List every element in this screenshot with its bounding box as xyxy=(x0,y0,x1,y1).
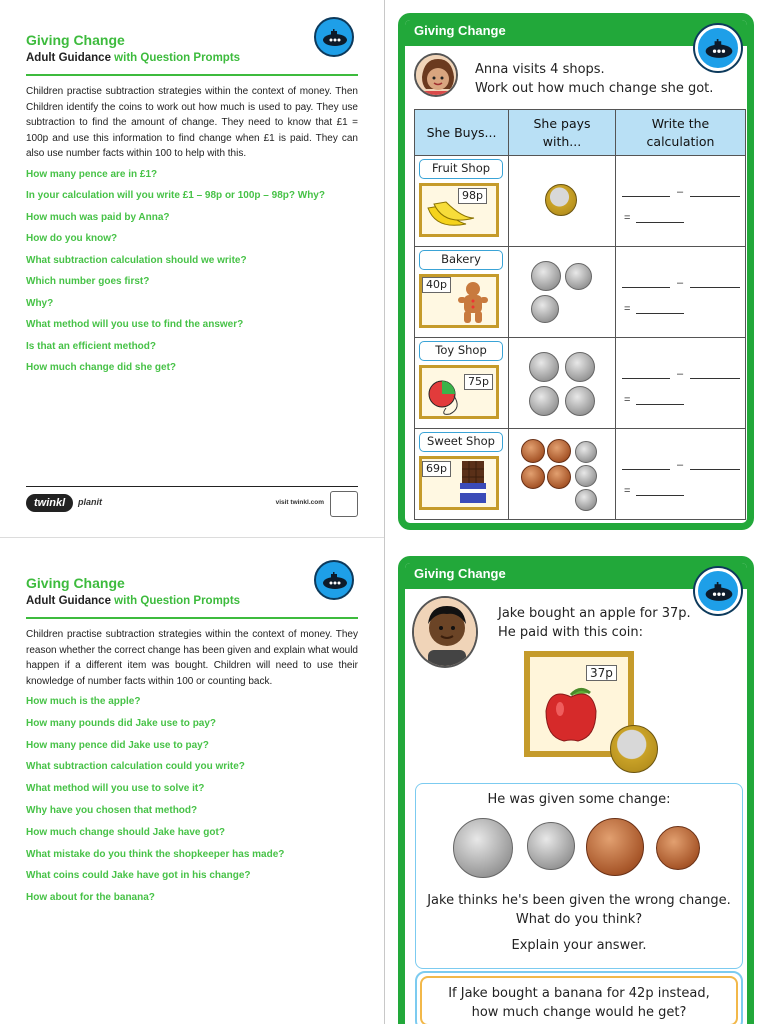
question-prompt: How about for the banana? xyxy=(26,892,155,904)
two-pence-coin-icon xyxy=(547,465,571,489)
intro-line-2: Work out how much change she got. xyxy=(475,81,714,96)
twinkl-logo: twinkl xyxy=(26,494,73,512)
apple-icon xyxy=(540,681,602,743)
question-prompt: How much was paid by Anna? xyxy=(26,211,170,223)
subtitle-adult: Adult Guidance xyxy=(26,52,111,64)
guidance-subtitle xyxy=(26,50,358,66)
ten-pence-coin-icon xyxy=(565,263,592,290)
banana-line-1: If Jake bought a banana for 42p instead, xyxy=(448,986,710,1001)
equals-sign: = xyxy=(624,485,631,497)
shop-label: Bakery xyxy=(419,250,503,270)
minus-sign: – xyxy=(677,368,684,380)
jake-avatar xyxy=(412,596,478,668)
quality-stamp-icon xyxy=(330,491,358,517)
anna-avatar xyxy=(414,53,458,97)
question-prompt: Is that an efficient method? xyxy=(26,340,157,352)
payment-cell xyxy=(509,156,616,247)
minus-sign: – xyxy=(677,277,684,289)
shop-label: Sweet Shop xyxy=(419,432,503,452)
question-prompt: What method will you use to solve it? xyxy=(26,783,205,795)
question-list xyxy=(26,695,358,905)
answer-blank[interactable] xyxy=(622,196,670,197)
answer-blank[interactable] xyxy=(636,404,684,405)
calc-cell[interactable] xyxy=(616,338,746,429)
answer-blank[interactable] xyxy=(636,222,684,223)
table-row xyxy=(415,247,746,338)
guidance-title: Giving Change xyxy=(26,575,125,591)
payment-cell xyxy=(509,247,616,338)
price-tag: 75p xyxy=(464,374,493,390)
change-text: He was given some change: xyxy=(487,792,671,807)
question-prompt: How many pence are in £1? xyxy=(26,168,158,180)
guidance-panel-1 xyxy=(26,31,358,383)
col-header-pays: She pays with... xyxy=(509,110,616,156)
question-prompt: How many pence did Jake use to pay? xyxy=(26,739,209,751)
intro-line-2: He paid with this coin: xyxy=(498,625,644,640)
change-box xyxy=(415,783,743,969)
subtitle-adult: Adult Guidance xyxy=(26,595,111,607)
payment-cell xyxy=(509,338,616,429)
calc-cell[interactable] xyxy=(616,247,746,338)
question-prompt: Which number goes first? xyxy=(26,276,150,287)
question-prompt: In your calculation will you write £1 – 98p or 100p – 98p? Why? xyxy=(26,190,325,201)
guidance-body: Children practise subtraction strategies within the context of money. Then Children identify the coins to work out how much is used to pay. They use subtraction to find the amount of change. They need to know that £1 = 100p and use this information to find change when £1 is paid. They can also use number facts within 100 to help with this. xyxy=(26,86,358,159)
shop-label: Fruit Shop xyxy=(419,159,503,179)
item-frame xyxy=(419,365,499,419)
subtitle-prompts: with Question Prompts xyxy=(110,52,241,64)
payment-cell xyxy=(509,429,616,520)
guidance-subtitle xyxy=(26,593,358,609)
fifty-pence-coin-icon xyxy=(565,386,595,416)
calc-cell[interactable] xyxy=(616,156,746,247)
two-pence-coin-icon xyxy=(586,818,644,876)
answer-blank[interactable] xyxy=(622,469,670,470)
visit-link[interactable]: visit twinkl.com xyxy=(275,499,324,506)
question-prompt: What coins could Jake have got in his change? xyxy=(26,870,251,882)
submarine-badge-icon xyxy=(314,560,354,600)
activity-card-2 xyxy=(398,556,754,1024)
question-list xyxy=(26,168,358,376)
item-frame xyxy=(419,274,499,328)
item-frame xyxy=(419,456,499,510)
shop-cell xyxy=(415,156,509,247)
table-row xyxy=(415,338,746,429)
card-title: Giving Change xyxy=(414,566,506,581)
answer-blank[interactable] xyxy=(690,378,740,379)
intro-line-1: Jake bought an apple for 37p. xyxy=(498,606,691,621)
activity-card-1 xyxy=(398,13,754,530)
title-rule xyxy=(26,74,358,76)
price-tag: 37p xyxy=(586,665,617,681)
think-line-2: What do you think? xyxy=(515,912,643,927)
answer-blank[interactable] xyxy=(622,378,670,379)
gingerbread-icon xyxy=(458,281,488,325)
banana-question-box xyxy=(415,971,743,1024)
price-tag: 69p xyxy=(422,461,451,477)
fifty-pence-coin-icon xyxy=(453,818,513,878)
question-prompt: Why? xyxy=(26,297,54,309)
col-header-calc: Write the calculation xyxy=(616,110,746,156)
ten-pence-coin-icon xyxy=(531,295,559,323)
answer-blank[interactable] xyxy=(690,196,740,197)
shop-cell xyxy=(415,338,509,429)
guidance-panel-2 xyxy=(26,574,358,913)
answer-blank[interactable] xyxy=(690,469,740,470)
answer-blank[interactable] xyxy=(636,495,684,496)
think-text xyxy=(416,891,742,929)
two-pence-coin-icon xyxy=(521,465,545,489)
question-prompt: What subtraction calculation should we write? xyxy=(26,254,247,266)
five-pence-coin-icon xyxy=(575,489,597,511)
answer-blank[interactable] xyxy=(622,287,670,288)
question-prompt: What method will you use to find the answer? xyxy=(26,319,244,330)
two-pence-coin-icon xyxy=(521,439,545,463)
shop-table xyxy=(414,109,746,520)
chocolate-icon xyxy=(456,461,490,505)
guidance-title: Giving Change xyxy=(26,32,125,48)
page-divider-horizontal xyxy=(0,537,384,538)
shop-cell xyxy=(415,247,509,338)
equals-sign: = xyxy=(624,394,631,406)
submarine-badge-icon xyxy=(695,568,741,614)
question-prompt: How much is the apple? xyxy=(26,696,141,707)
twenty-pence-coin-icon xyxy=(527,822,575,870)
banana-line-2: how much change would he get? xyxy=(471,1005,687,1020)
guidance-footer xyxy=(26,486,358,518)
minus-sign: – xyxy=(677,459,684,471)
answer-blank[interactable] xyxy=(636,313,684,314)
one-pound-coin-icon xyxy=(610,725,658,773)
one-penny-coin-icon xyxy=(656,826,700,870)
price-tag: 40p xyxy=(422,277,451,293)
page-divider-vertical xyxy=(384,0,385,1024)
bananas-icon xyxy=(426,200,478,232)
question-prompt: How do you know? xyxy=(26,233,118,244)
one-pound-coin-icon xyxy=(545,184,577,216)
intro-line-1: Anna visits 4 shops. xyxy=(475,62,605,77)
calc-cell[interactable] xyxy=(616,429,746,520)
shop-cell xyxy=(415,429,509,520)
think-line-1: Jake thinks he's been given the wrong change. xyxy=(427,893,731,908)
guidance-body: Children practise subtraction strategies within the context of money. They reason whether the correct change has been given and explain what would happen if a different item was bought. Children will need to use their knowledge of number facts within 100 or counting back. xyxy=(26,629,358,687)
yoyo-icon xyxy=(426,378,466,418)
question-prompt: Why have you chosen that method? xyxy=(26,804,198,816)
table-row xyxy=(415,429,746,520)
five-pence-coin-icon xyxy=(575,465,597,487)
card-title: Giving Change xyxy=(414,23,506,38)
card-intro xyxy=(475,60,713,98)
twenty-pence-coin-icon xyxy=(529,352,559,382)
minus-sign: – xyxy=(677,186,684,198)
subtitle-prompts: with Question Prompts xyxy=(110,595,241,607)
planit-logo: planit xyxy=(78,497,102,507)
answer-blank[interactable] xyxy=(690,287,740,288)
question-prompt: How many pounds did Jake use to pay? xyxy=(26,717,217,729)
title-rule xyxy=(26,617,358,619)
twenty-pence-coin-icon xyxy=(529,386,559,416)
question-prompt: How much change should Jake have got? xyxy=(26,826,225,838)
card2-intro xyxy=(498,604,691,642)
equals-sign: = xyxy=(624,212,631,224)
question-prompt: What mistake do you think the shopkeeper has made? xyxy=(26,848,285,860)
five-pence-coin-icon xyxy=(575,441,597,463)
banana-question-inner xyxy=(420,976,738,1024)
twenty-pence-coin-icon xyxy=(531,261,561,291)
question-prompt: How much change did she get? xyxy=(26,362,177,373)
submarine-badge-icon xyxy=(314,17,354,57)
shop-label: Toy Shop xyxy=(419,341,503,361)
twenty-pence-coin-icon xyxy=(565,352,595,382)
item-frame xyxy=(419,183,499,237)
question-prompt: What subtraction calculation could you write? xyxy=(26,761,245,773)
two-pence-coin-icon xyxy=(547,439,571,463)
table-row xyxy=(415,156,746,247)
explain-text: Explain your answer. xyxy=(511,938,647,953)
price-tag: 98p xyxy=(458,188,487,204)
equals-sign: = xyxy=(624,303,631,315)
banana-question xyxy=(422,978,736,1022)
col-header-buys: She Buys... xyxy=(415,110,509,156)
